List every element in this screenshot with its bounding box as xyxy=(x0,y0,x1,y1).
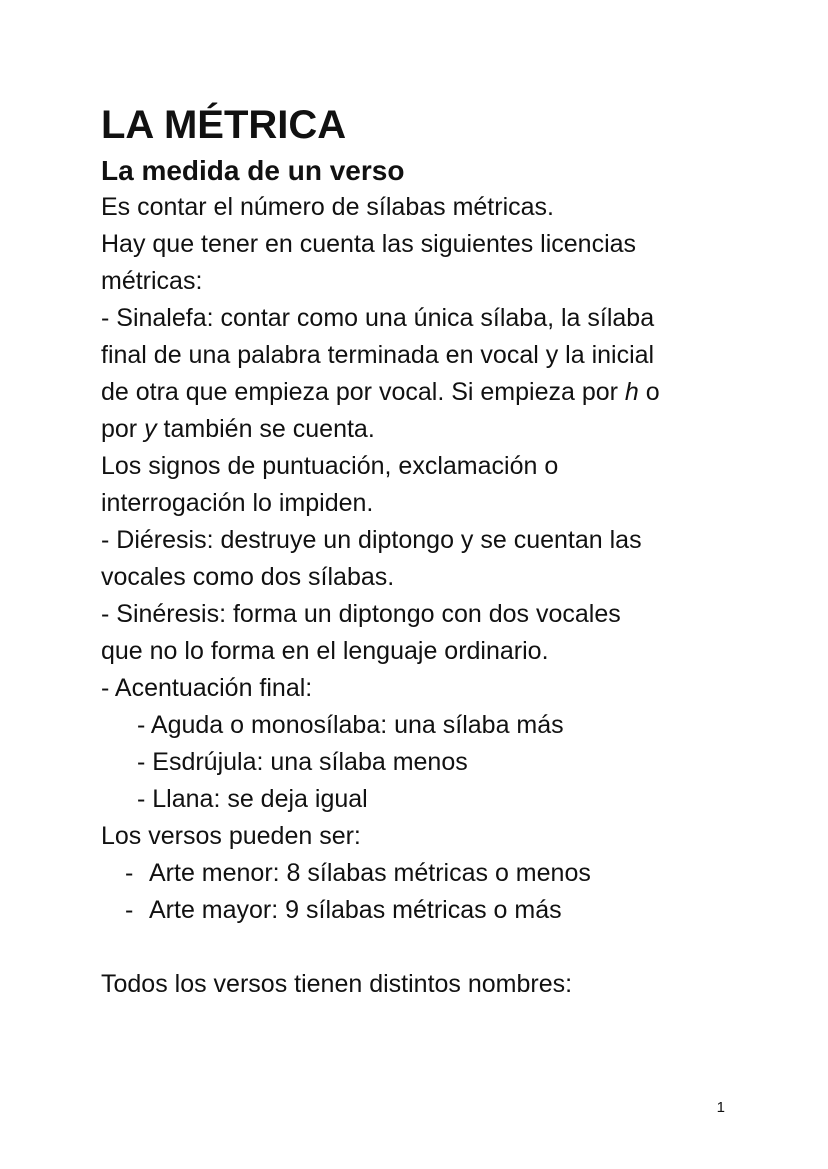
page-title: LA MÉTRICA xyxy=(101,103,347,147)
blank-line xyxy=(101,929,741,966)
paragraph-line: que no lo forma en el lenguaje ordinario. xyxy=(101,637,549,665)
paragraph-line: Todos los versos tienen distintos nombres: xyxy=(101,970,573,998)
page-content xyxy=(101,100,741,1003)
paragraph-line xyxy=(101,374,741,411)
text-fragment: de otra que empieza por vocal. Si empieza por xyxy=(101,378,625,406)
list-item xyxy=(101,892,741,929)
page-number: 1 xyxy=(716,1099,725,1116)
italic-letter: y xyxy=(144,415,157,443)
list-item-text: Arte menor: 8 sílabas métricas o menos xyxy=(149,859,591,887)
paragraph-line: vocales como dos sílabas. xyxy=(101,563,395,591)
paragraph-line: métricas: xyxy=(101,267,203,295)
paragraph-line: Es contar el número de sílabas métricas. xyxy=(101,193,554,221)
paragraph-line: Los signos de puntuación, exclamación o xyxy=(101,452,559,480)
section-heading: La medida de un verso xyxy=(101,155,405,186)
dash-bullet: - xyxy=(125,859,134,887)
sub-list-item: - Aguda o monosílaba: una sílaba más xyxy=(137,711,564,739)
sub-list-item: - Llana: se deja igual xyxy=(137,785,368,813)
text-fragment: también se cuenta. xyxy=(156,415,375,443)
paragraph-line: - Diéresis: destruye un diptongo y se cuentan las xyxy=(101,526,642,554)
list-item-text: Arte mayor: 9 sílabas métricas o más xyxy=(149,896,562,924)
italic-letter: h xyxy=(624,378,639,406)
text-fragment: por xyxy=(101,415,145,443)
text-fragment: o xyxy=(638,378,660,406)
list-item xyxy=(101,855,741,892)
paragraph-line xyxy=(101,411,741,448)
sub-list-item: - Esdrújula: una sílaba menos xyxy=(137,748,468,776)
paragraph-line: Los versos pueden ser: xyxy=(101,822,361,850)
dash-bullet: - xyxy=(125,896,134,924)
paragraph-line: - Sinalefa: contar como una única sílaba, la sílaba xyxy=(101,304,655,332)
paragraph-line: - Acentuación final: xyxy=(101,674,313,702)
paragraph-line: - Sinéresis: forma un diptongo con dos vocales xyxy=(101,600,621,628)
paragraph-line: interrogación lo impiden. xyxy=(101,489,374,517)
paragraph-line: Hay que tener en cuenta las siguientes licencias xyxy=(101,230,637,258)
paragraph-line: final de una palabra terminada en vocal y la inicial xyxy=(101,341,655,369)
